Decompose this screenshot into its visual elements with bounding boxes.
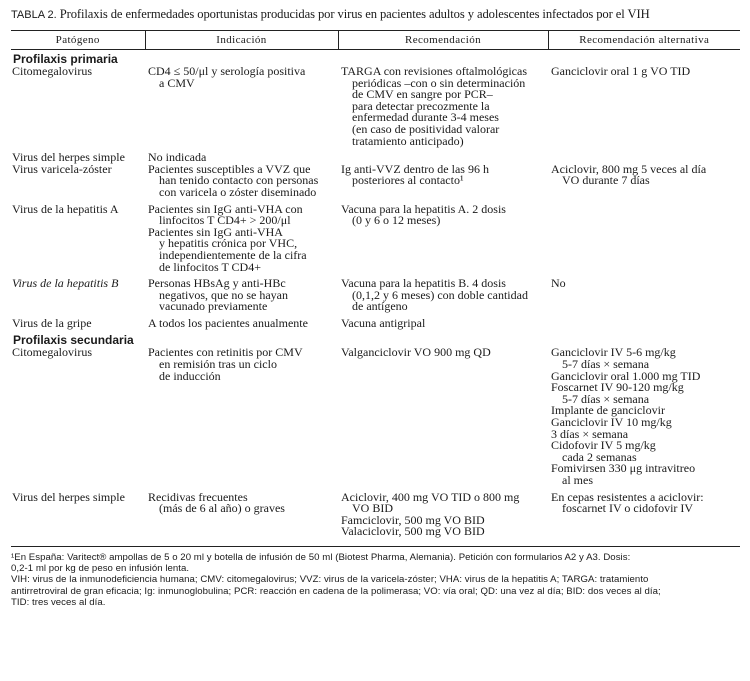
header-indication: Indicación (145, 31, 338, 50)
table-title-text: Profilaxis de enfermedades oportunistas producidas por virus en pacientes adultos y adolescentes infectados por el VIH (59, 7, 650, 21)
header-alternative: Recomendación alternativa (548, 31, 740, 50)
alternative-cell: En cepas resistentes a aciclovir: foscarnet IV o cidofovir IV (548, 492, 740, 547)
table-document (11, 6, 740, 608)
abbreviations-line: TID: tres veces al día. (11, 596, 106, 608)
table-row (11, 164, 740, 204)
alternative-cell: Ganciclovir IV 5-6 mg/kg 5-7 días × semana Ganciclovir oral 1.000 mg TID Foscarnet IV 90-120 mg/kg 5-7 días × semana Implante de ganciclovir Ganciclovir IV 10 mg/kg 3 días × semana Cidofovir IV 5 mg/kg cada 2 semanas Fomivirsen 330 μg intravitreo al mes (551, 345, 701, 487)
pathogen-cell: Virus varicela-zóster (12, 161, 112, 176)
table-title (11, 6, 740, 23)
recommendation-cell: Ig anti-VVZ dentro de las 96 h posteriores al contacto¹ (341, 161, 489, 188)
table-row (11, 278, 740, 318)
footnote-line: 0,2-1 ml por kg de peso en infusión lenta. (11, 563, 190, 575)
section-secondary: Profilaxis secundaria (13, 333, 134, 348)
recommendation-cell: Vacuna antigripal (341, 315, 426, 330)
alternative-cell: Aciclovir, 800 mg 5 veces al día VO durante 7 días (551, 161, 707, 188)
indication-cell: Recidivas frecuentes (más de 6 al año) o graves (145, 492, 338, 547)
alternative-cell (548, 318, 740, 330)
recommendation-cell: TARGA con revisiones oftalmológicas periódicas –con o sin determinación de CMV en sangre por PCR– para detectar precozmente la enfermedad durante 3-4 meses (en caso de positividad valorar tratamiento anticipado) (341, 64, 528, 148)
table-row (11, 347, 740, 491)
alternative-cell (548, 204, 740, 279)
recommendation-cell: Vacuna para la hepatitis B. 4 dosis (0,1,2 y 6 meses) con doble cantidad de antígeno (341, 276, 528, 314)
recommendation-cell: Aciclovir, 400 mg VO TID o 800 mg VO BID Famciclovir, 500 mg VO BID Valaciclovir, 500 mg VO BID (338, 492, 548, 547)
alternative-cell: Ganciclovir oral 1 g VO TID (551, 64, 691, 78)
indication-cell: CD4 ≤ 50/μl y serología positiva a CMV (148, 64, 306, 90)
footnote-line: ¹En España: Varitect® ampollas de 5 o 20 ml y botella de infusión de 50 ml (Biotest Pharma, Alemania). Petición con formularios A2 y A3. Dosis: (11, 551, 631, 563)
pathogen-cell: Virus del herpes simple (11, 492, 145, 547)
recommendation-cell: Valganciclovir VO 900 mg QD (341, 345, 491, 360)
header-pathogen: Patógeno (11, 31, 145, 50)
indication-cell: A todos los pacientes anualmente (148, 315, 308, 330)
abbreviations-line: antirretroviral de gran eficacia; Ig: inmunoglobulina; PCR: reacción en cadena de la polimerasa; VO: vía oral; QD: una vez al día; BID: dos veces al día; (11, 585, 661, 597)
table-row (11, 492, 740, 547)
indication-cell: Pacientes sin IgG anti-VHA con linfocitos T CD4+ > 200/μl Pacientes sin IgG anti-VHA y hepatitis crónica por VHC, independientemente de la cifra de linfocitos T CD4+ (148, 201, 307, 274)
indication-cell: No indicada (148, 150, 207, 165)
table-row (11, 204, 740, 279)
indication-cell: Pacientes susceptibles a VVZ que han tenido contacto con personas con varicela o zóster diseminado (148, 161, 319, 199)
table-row (11, 318, 740, 330)
prophylaxis-table (11, 30, 740, 547)
indication-cell: Pacientes con retinitis por CMV en remisión tras un ciclo de inducción (148, 345, 303, 383)
pathogen-cell: Virus de la hepatitis B (12, 276, 119, 291)
pathogen-cell: Virus de la hepatitis A (12, 201, 119, 216)
alternative-cell: No (551, 276, 566, 291)
header-recommendation: Recomendación (338, 31, 548, 50)
abbreviations-line: VIH: virus de la inmunodeficiencia humana; CMV: citomegalovirus; VVZ: virus de la varicela-zóster; VHA: virus de la hepatitis A; TARGA: tratamiento (11, 574, 649, 586)
header-row (11, 31, 740, 50)
table-row (11, 66, 740, 152)
pathogen-cell: Virus de la gripe (12, 315, 92, 330)
section-primary: Profilaxis primaria (13, 52, 118, 66)
table-footnotes (11, 552, 740, 608)
recommendation-cell: Vacuna para la hepatitis A. 2 dosis (0 y 6 o 12 meses) (341, 201, 506, 228)
pathogen-cell: Citomegalovirus (12, 345, 92, 360)
pathogen-cell: Virus del herpes simple (12, 150, 125, 165)
pathogen-cell: Citomegalovirus (12, 64, 92, 78)
indication-cell: Personas HBsAg y anti-HBc negativos, que no se hayan vacunado previamente (148, 276, 288, 314)
table-label: TABLA 2. (11, 9, 57, 21)
